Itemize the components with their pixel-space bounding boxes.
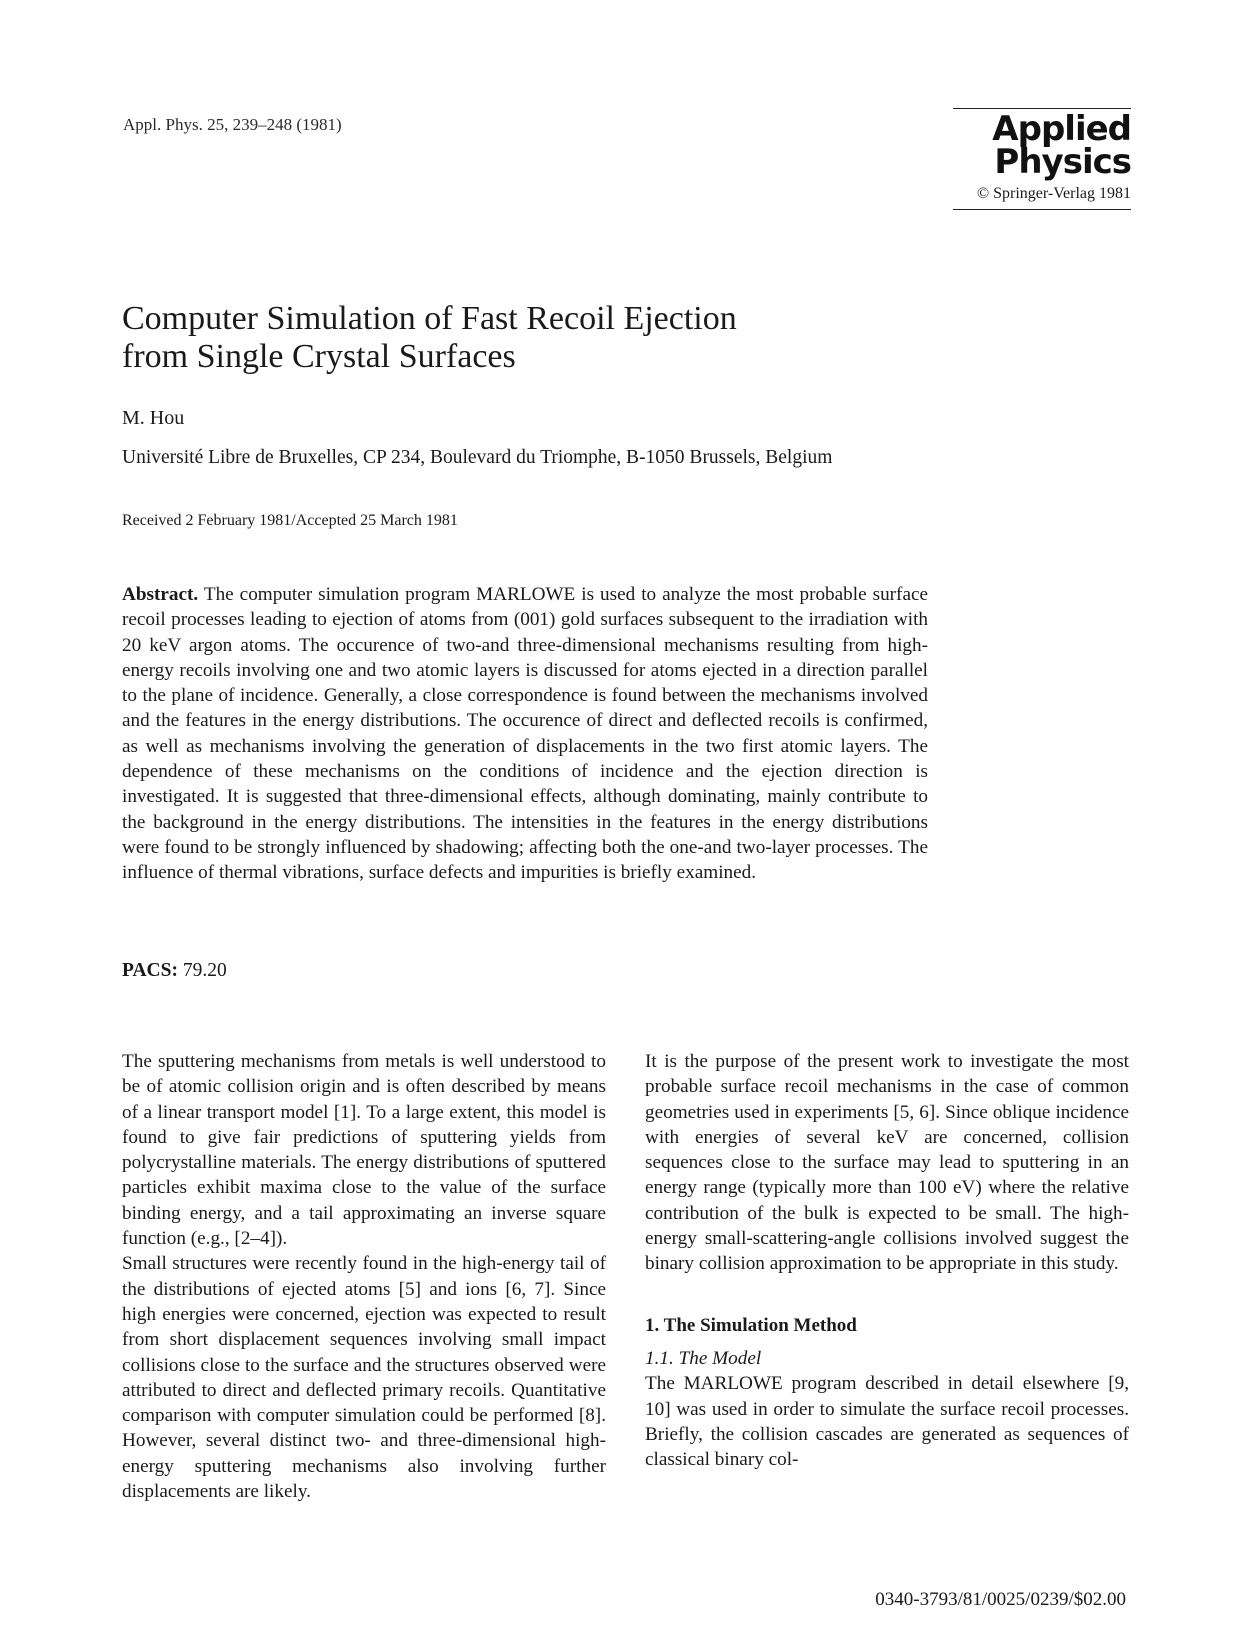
abstract	[122, 582, 928, 886]
body-column-left	[122, 1049, 606, 1504]
abstract-text: The computer simulation program MARLOWE is used to analyze the most probable surface recoil processes leading to ejection of atoms from (001) gold surfaces subsequent to the irradiation with 20 keV argon atoms. The occurence of two-and three-dimensional mechanisms resulting from high-energy recoils involving one and two atomic layers is discussed for atoms ejected in a direction parallel to the plane of incidence. Generally, a close correspondence is found between the mechanisms involved and the features in the energy distributions. The occurence of direct and deflected recoils is confirmed, as well as mechanisms involving the generation of displacements in the two first atomic layers. The dependence of these mechanisms on the conditions of incidence and the ejection direction is investigated. It is suggested that three-dimensional effects, although dominating, mainly contribute to the background in the energy distributions. The intensities in the features in the energy distributions were found to be strongly influenced by shadowing; affecting both the one-and two-layer processes. The influence of thermal vibrations, surface defects and impurities is briefly examined.	[122, 584, 928, 884]
section-heading: 1. The Simulation Method	[645, 1314, 857, 1336]
received-dates: Received 2 February 1981/Accepted 25 March 1981	[122, 512, 458, 529]
intro-paragraph-2: Small structures were recently found in the high-energy tail of the distributions of ejected atoms [5] and ions [6, 7]. Since high energies were concerned, ejection was expected to result from short displacement sequences involving small impact collisions close to the surface and the structures observed were attributed to direct and deflected primary recoils. Quantitative comparison with computer simulation could be performed [8]. However, several distinct two- and three-dimensional high-energy sputtering mechanisms also involving further displacements are likely.	[122, 1253, 606, 1503]
method-paragraph: The MARLOWE program described in detail elsewhere [9, 10] was used in order to simulate the surface recoil processes. Briefly, the collision cascades are generated as sequences of classical binary col-	[645, 1373, 1129, 1471]
intro-paragraph-1: The sputtering mechanisms from metals is well understood to be of atomic collision origin and is often described by means of a linear transport model [1]. To a large extent, this model is found to give fair predictions of sputtering yields from polycrystalline materials. The energy distributions of sputtered particles exhibit maxima close to the value of the surface binding energy, and a tail approximating an inverse square function (e.g., [2–4]).	[122, 1051, 606, 1250]
copyright-notice: © Springer-Verlag 1981	[976, 185, 1131, 202]
author-affiliation: Université Libre de Bruxelles, CP 234, Boulevard du Triomphe, B-1050 Brussels, Belgium	[122, 447, 833, 468]
journal-logo-line1: Applied	[992, 109, 1131, 149]
title-line-1: Computer Simulation of Fast Recoil Ejection	[122, 300, 737, 337]
article-title	[122, 300, 972, 376]
journal-logo-block	[953, 108, 1131, 210]
author-name: M. Hou	[122, 407, 185, 429]
intro-paragraph-3: It is the purpose of the present work to investigate the most probable surface recoil mechanisms in the case of common geometries used in experiments [5, 6]. Since oblique incidence with energies of several keV are concerned, collision sequences close to the surface may lead to sputtering in an energy range (typically more than 100 eV) where the relative contribution of the bulk is expected to be small. The high-energy small-scattering-angle collisions involved suggest the binary collision approximation to be appropriate in this study.	[645, 1051, 1129, 1275]
journal-logo	[953, 109, 1131, 182]
body-column-right	[645, 1049, 1129, 1472]
pacs-label: PACS:	[122, 960, 178, 981]
abstract-label: Abstract.	[122, 584, 199, 605]
pacs-line	[122, 960, 227, 982]
journal-citation: Appl. Phys. 25, 239–248 (1981)	[123, 115, 342, 134]
pacs-value: 79.20	[182, 960, 227, 981]
journal-logo-line2: Physics	[994, 142, 1131, 182]
subsection-heading: 1.1. The Model	[645, 1347, 762, 1369]
footer-code: 0340-3793/81/0025/0239/$02.00	[875, 1589, 1126, 1610]
title-line-2: from Single Crystal Surfaces	[122, 338, 516, 375]
logo-rule-bottom	[953, 209, 1131, 210]
